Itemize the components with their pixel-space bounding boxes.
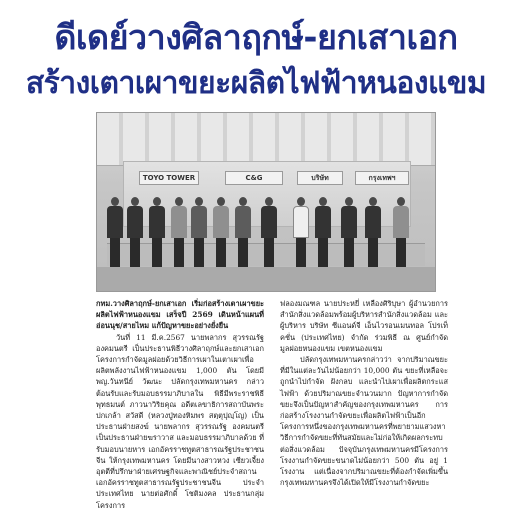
person-figure <box>191 197 207 267</box>
sponsor-logo: บริษัท <box>297 171 343 185</box>
sponsor-logo: กรุงเทพฯ <box>355 171 409 185</box>
article-paragraph: วันที่ 11 มี.ค.2567 นายพลากร สุวรรณรัฐ องคมนตรี เป็นประธานพิธีวางศิลาฤกษ์และยกเสาเอกโครงการกำจัดมูลฝอยด้วยวิธีการเผาในเตาเผาเพื่อผลิตพลังงานไฟฟ้าหนองแขม 1,000 ตัน โดยมี พญ.วันทนีย์ วัฒนะ ปลัดกรุงเทพมหานคร กล่าวต้อนรับและรับมอบธรรมาภิบาลใน พิธีมีพระราชพิธีพุทธมนต์ ภาวนาวิริยคุณ อดีตเลขาธิการสถาบันพระปกเกล้า สวัสดี (หลวงปู่ทองหิมพร สตฺตุปุญฺโญ) เป็นประธานฝ่ายสงฆ์ นายพลากร สุวรรณรัฐ องคมนตรี เป็นประธานฝ่ายฆราวาส และมอบธรรมาภิบาลด้วย ที่รับมอบนายหาร เอกอัครราชทูตสาธารณรัฐประชาชนจีน ให้กรุงเทพมหานคร โดยมีนางสาวหวง เซียวเจี้ยง อุตตีที่ปรึกษาฝ่ายเศรษฐกิจและพาณิชย์ประจำสถานเอกอัครราชทูตสาธารณรัฐประชาชนจีน ประจำประเทศไทย นายต่อศักดิ์ โชติมงคล ประธานกลุ่มโครงการ <box>96 332 264 510</box>
ground <box>97 267 435 291</box>
sponsor-logo: TOYO TOWER <box>139 171 199 185</box>
person-figure <box>149 197 165 267</box>
headline-line-2: สร้างเตาเผาขยะผลิตไฟฟ้าหนองแขม <box>25 66 487 101</box>
article-column-right <box>280 298 448 488</box>
ceremony-photo <box>96 112 436 292</box>
sponsor-logo: C&G <box>225 171 283 185</box>
person-figure <box>315 197 331 267</box>
article-body <box>96 298 448 512</box>
person-figure <box>341 197 357 267</box>
tent-canopy <box>97 113 435 166</box>
article-paragraph: ฟลองมณฑล นายประหยี่ เหลืองศิริบุษา ผู้อำนวยการสำนักสิ่งแวดล้อมพร้อมผู้บริหารสำนักสิ่งแวดล้อม และผู้บริหาร บริษัท ซีแอนด์จี เอ็นไวรอนเมนทอล โปรเท็คชั่น (ประเทศไทย) จำกัด ร่วมพิธี ณ ศูนย์กำจัดมูลฝอยหนองแขม เขตหนองแขม <box>280 299 448 353</box>
article-column-left <box>96 298 264 511</box>
person-figure <box>213 197 229 267</box>
person-figure <box>365 197 381 267</box>
person-figure <box>393 197 409 267</box>
article-paragraph: ปลัดกรุงเทพมหานครกล่าวว่า จากปริมาณขยะที่มีในแต่ละวันไม่น้อยกว่า 10,000 ตัน ขยะที่เหลือจะถูกนำไปกำจัด ฝังกลบ และนำไปเผาเพื่อผลิตกระแสไฟฟ้า ด้วยปริมาณขยะจำนวนมาก ปัญหาการกำจัดขยะจึงเป็นปัญหาสำคัญของกรุงเทพมหานคร การก่อสร้างโรงงานกำจัดขยะเพื่อผลิตไฟฟ้าเป็นอีกโครงการหนึ่งของกรุงเทพมหานครที่พยายามแสวงหาวิธีการกำจัดขยะที่ทันสมัยและไม่ก่อให้เกิดผลกระทบต่อสิ่งแวดล้อม ปัจจุบันกรุงเทพมหานครมีโครงการโรงงานกำจัดขยะขนาดไม่น้อยกว่า 500 ตัน อยู่ 1 โรงงาน แต่เนื่องจากปริมาณขยะที่ต้องกำจัดเพิ่มขึ้น กรุงเทพมหานครจึงได้เปิดให้มีโรงงานกำจัดขยะ <box>280 355 448 488</box>
person-figure <box>235 197 251 267</box>
person-figure <box>171 197 187 267</box>
person-figure <box>107 197 123 267</box>
headline-line-1: ดีเดย์วางศิลาฤกษ์-ยกเสาเอก <box>54 18 458 58</box>
person-figure <box>293 197 309 267</box>
person-figure <box>127 197 143 267</box>
person-figure <box>261 197 277 267</box>
article-lead: กทม.วางศิลาฤกษ์-ยกเสาเอก เริ่มก่อสร้างเตาเผาขยะผลิตไฟฟ้าหนองแขม เสร็จปี 2569 เดินหน้าแผนที่อ่อนนุช/สายไหม แก้ปัญหาขยะอย่างยั่งยืน <box>96 299 264 331</box>
